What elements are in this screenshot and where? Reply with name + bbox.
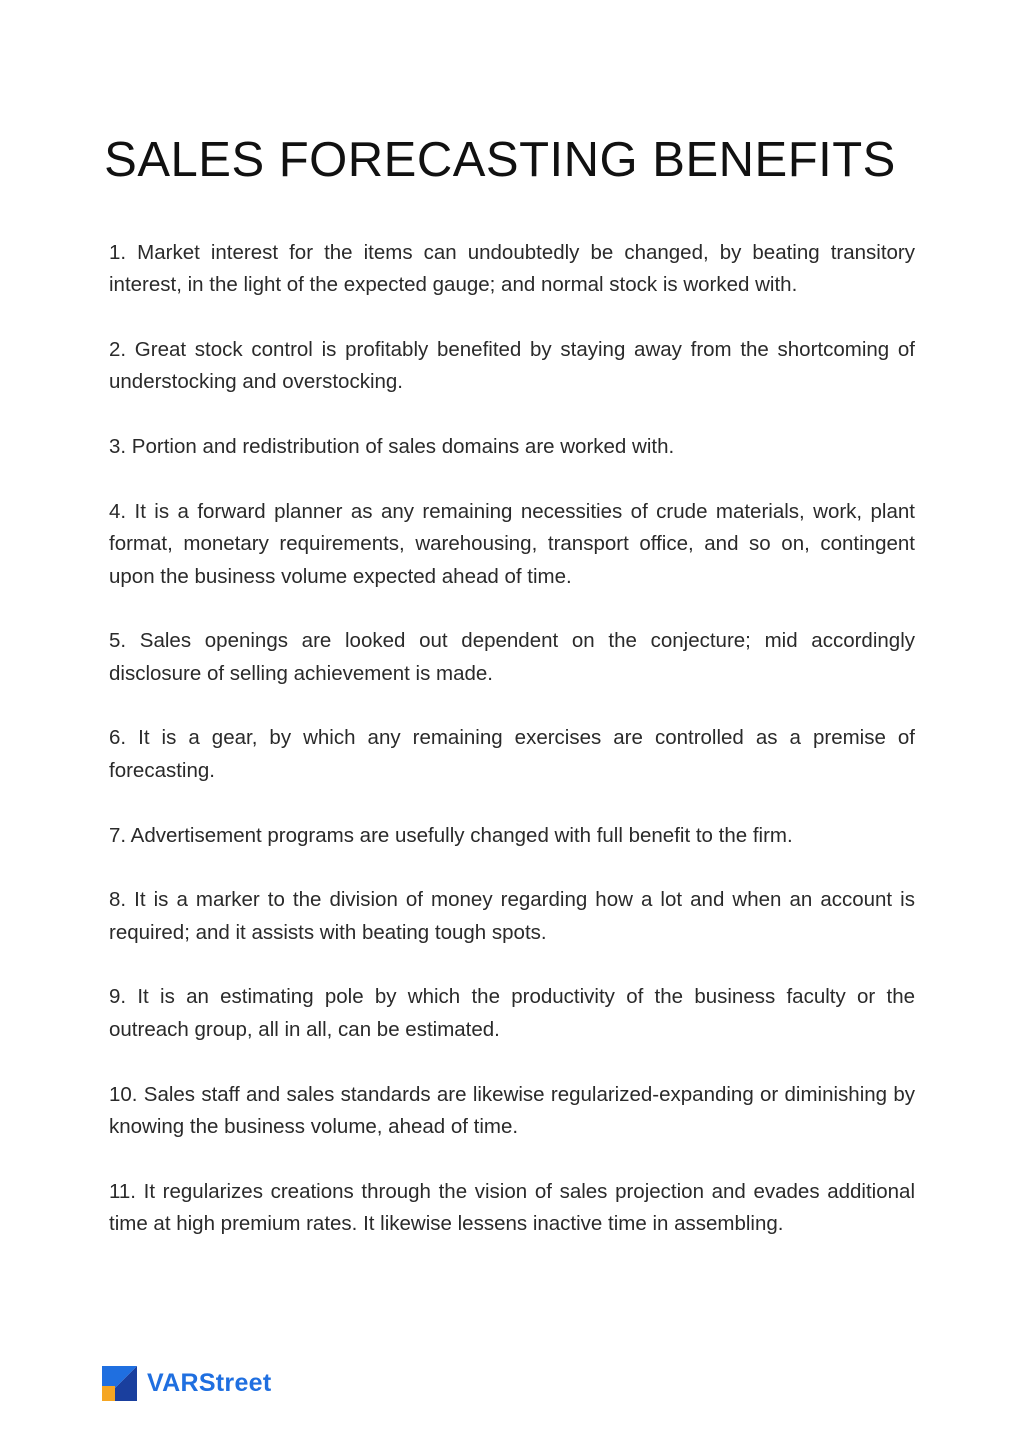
list-item: 6. It is a gear, by which any remaining exercises are controlled as a premise of forecasting. <box>109 726 915 782</box>
varstreet-logo-icon <box>102 1366 137 1401</box>
list-item: 7. Advertisement programs are usefully changed with full benefit to the firm. <box>109 823 793 847</box>
list-item: 4. It is a forward planner as any remaining necessities of crude materials, work, plant format, monetary requirements, warehousing, transport office, and so on, contingent upon the business volume expected ahead of time. <box>109 499 915 588</box>
brand-logo <box>102 1364 272 1402</box>
list-item: 8. It is a marker to the division of money regarding how a lot and when an account is required; and it assists with beating tough spots. <box>109 888 915 944</box>
page-title: SALES FORECASTING BENEFITS <box>104 133 896 187</box>
list-item: 11. It regularizes creations through the vision of sales projection and evades additional time at high premium rates. It likewise lessens inactive time in assembling. <box>109 1179 915 1235</box>
benefits-list <box>109 237 915 1273</box>
list-item: 9. It is an estimating pole by which the productivity of the business faculty or the outreach group, all in all, can be estimated. <box>109 985 915 1041</box>
list-item: 2. Great stock control is profitably benefited by staying away from the shortcoming of understocking and overstocking. <box>109 338 915 394</box>
list-item: 3. Portion and redistribution of sales domains are worked with. <box>109 435 675 459</box>
list-item: 1. Market interest for the items can undoubtedly be changed, by beating transitory interest, in the light of the expected gauge; and normal stock is worked with. <box>109 241 915 297</box>
list-item: 5. Sales openings are looked out dependent on the conjecture; mid accordingly disclosure of selling achievement is made. <box>109 629 915 685</box>
logo-text: VARStreet <box>147 1368 272 1397</box>
list-item: 10. Sales staff and sales standards are likewise regularized-expanding or diminishing by knowing the business volume, ahead of time. <box>109 1082 915 1138</box>
